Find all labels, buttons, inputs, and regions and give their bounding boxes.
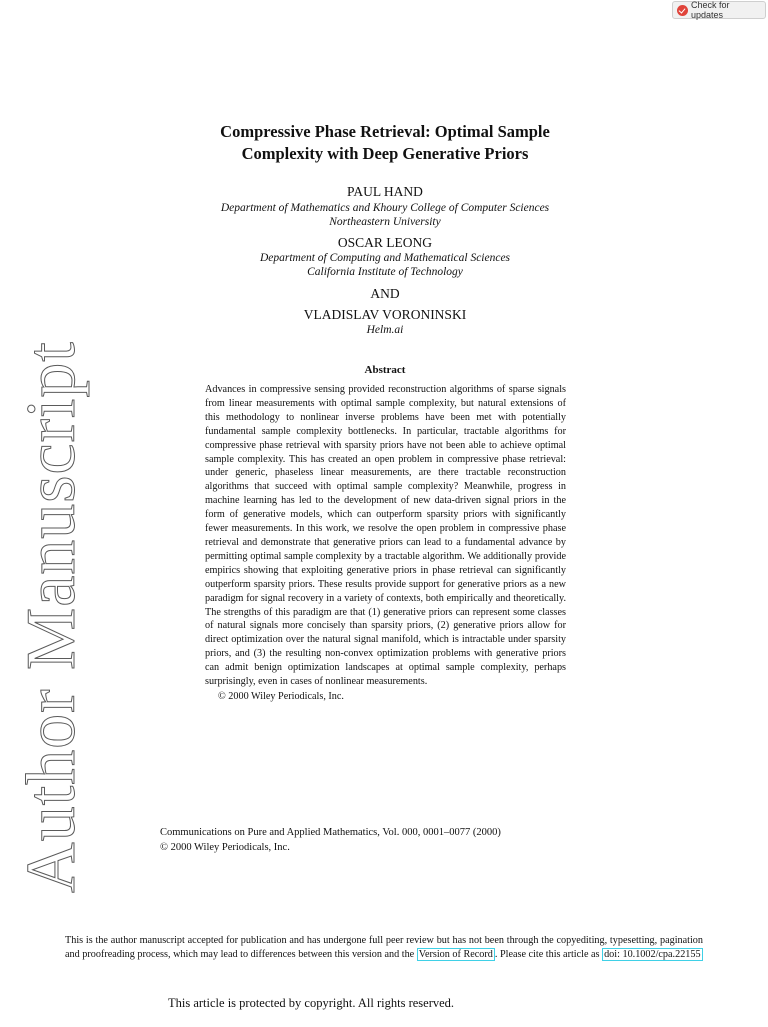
- abstract-text: Advances in compressive sensing provided reconstruction algorithms of sparse signals from linear measurements with optimal sample complexity, but natural extensions of this methodology to nonlinear inverse problems have been met with potentially fundamental sample complexity bottlenecks. In particular, tractable algorithms for compressive phase retrieval with sparsity priors have not been able to achieve optimal sample complexity. This has created an open problem in compressive phase retrieval: under generic, phaseless linear measurements, are there tractable reconstruction algorithms that succeed with optimal sample complexity? Meanwhile, progress in machine learning has led to the development of new data-driven signal priors in the form of generative models, which can outperform sparsity priors with significantly fewer measurements. In this work, we resolve the open problem in compressive phase retrieval and demonstrate that generative priors can lead to a fundamental advance by permitting optimal sample complexity by a tractable algorithm. We additionally provide empirics showing that exploiting generative priors in phase retrieval can significantly outperform sparsity priors. These results provide support for generative priors as a new paradigm for signal recovery in a variety of contexts, both empirically and theoretically. The strengths of this paradigm are that (1) generative priors can represent some classes of natural signals more concisely than sparsity priors, (2) generative priors allow for direct optimization over the natural signal manifold, which is intractable under sparsity priors, and (3) the resulting non-convex optimization problems with generative priors can admit benign optimization landscapes at optimal sample complexity, perhaps surprisingly, even in cases of nonlinear measurements.: [205, 384, 566, 688]
- author-name: OSCAR LEONG: [337, 235, 433, 250]
- journal-line: Communications on Pure and Applied Mathematics, Vol. 000, 0001–0077 (2000): [160, 827, 501, 838]
- author-manuscript-watermark: Author Manuscript: [13, 341, 90, 893]
- author-affiliation: Northeastern University: [329, 216, 441, 228]
- author-affiliation: Department of Mathematics and Khoury College of Computer Sciences: [220, 202, 550, 214]
- abstract-body: [205, 383, 566, 704]
- check-for-updates-button[interactable]: [672, 1, 766, 19]
- journal-copyright: © 2000 Wiley Periodicals, Inc.: [160, 842, 290, 853]
- doi-link[interactable]: doi: 10.1002/cpa.22155: [604, 948, 701, 960]
- author-affiliation: Department of Computing and Mathematical Sciences: [259, 252, 511, 264]
- paper-title: Compressive Phase Retrieval: Optimal Sample Complexity with Deep Generative Priors: [220, 122, 550, 163]
- author-separator: AND: [370, 286, 400, 301]
- note-text: . Please cite this article as: [494, 948, 600, 960]
- author-name: PAUL HAND: [347, 184, 423, 199]
- abstract-heading: Abstract: [364, 364, 406, 376]
- check-for-updates-label: Check for updates: [691, 0, 730, 20]
- author-name: VLADISLAV VORONINSKI: [303, 307, 467, 322]
- author-affiliation: Helm.ai: [366, 324, 404, 336]
- copyright-notice: This article is protected by copyright. All rights reserved.: [168, 996, 455, 1010]
- check-updates-icon: [677, 5, 688, 16]
- note-text: This is the author manuscript accepted for publication and has undergone full peer review but has not been through the copyediting, typesetting, pagination and proofreading process, which may lead to differences between this version and the: [65, 935, 703, 960]
- author-affiliation: California Institute of Technology: [307, 266, 463, 278]
- manuscript-note: [65, 934, 703, 961]
- journal-info: [160, 825, 501, 855]
- version-of-record-link[interactable]: Version of Record: [418, 948, 493, 960]
- abstract-copyright: © 2000 Wiley Periodicals, Inc.: [218, 690, 344, 702]
